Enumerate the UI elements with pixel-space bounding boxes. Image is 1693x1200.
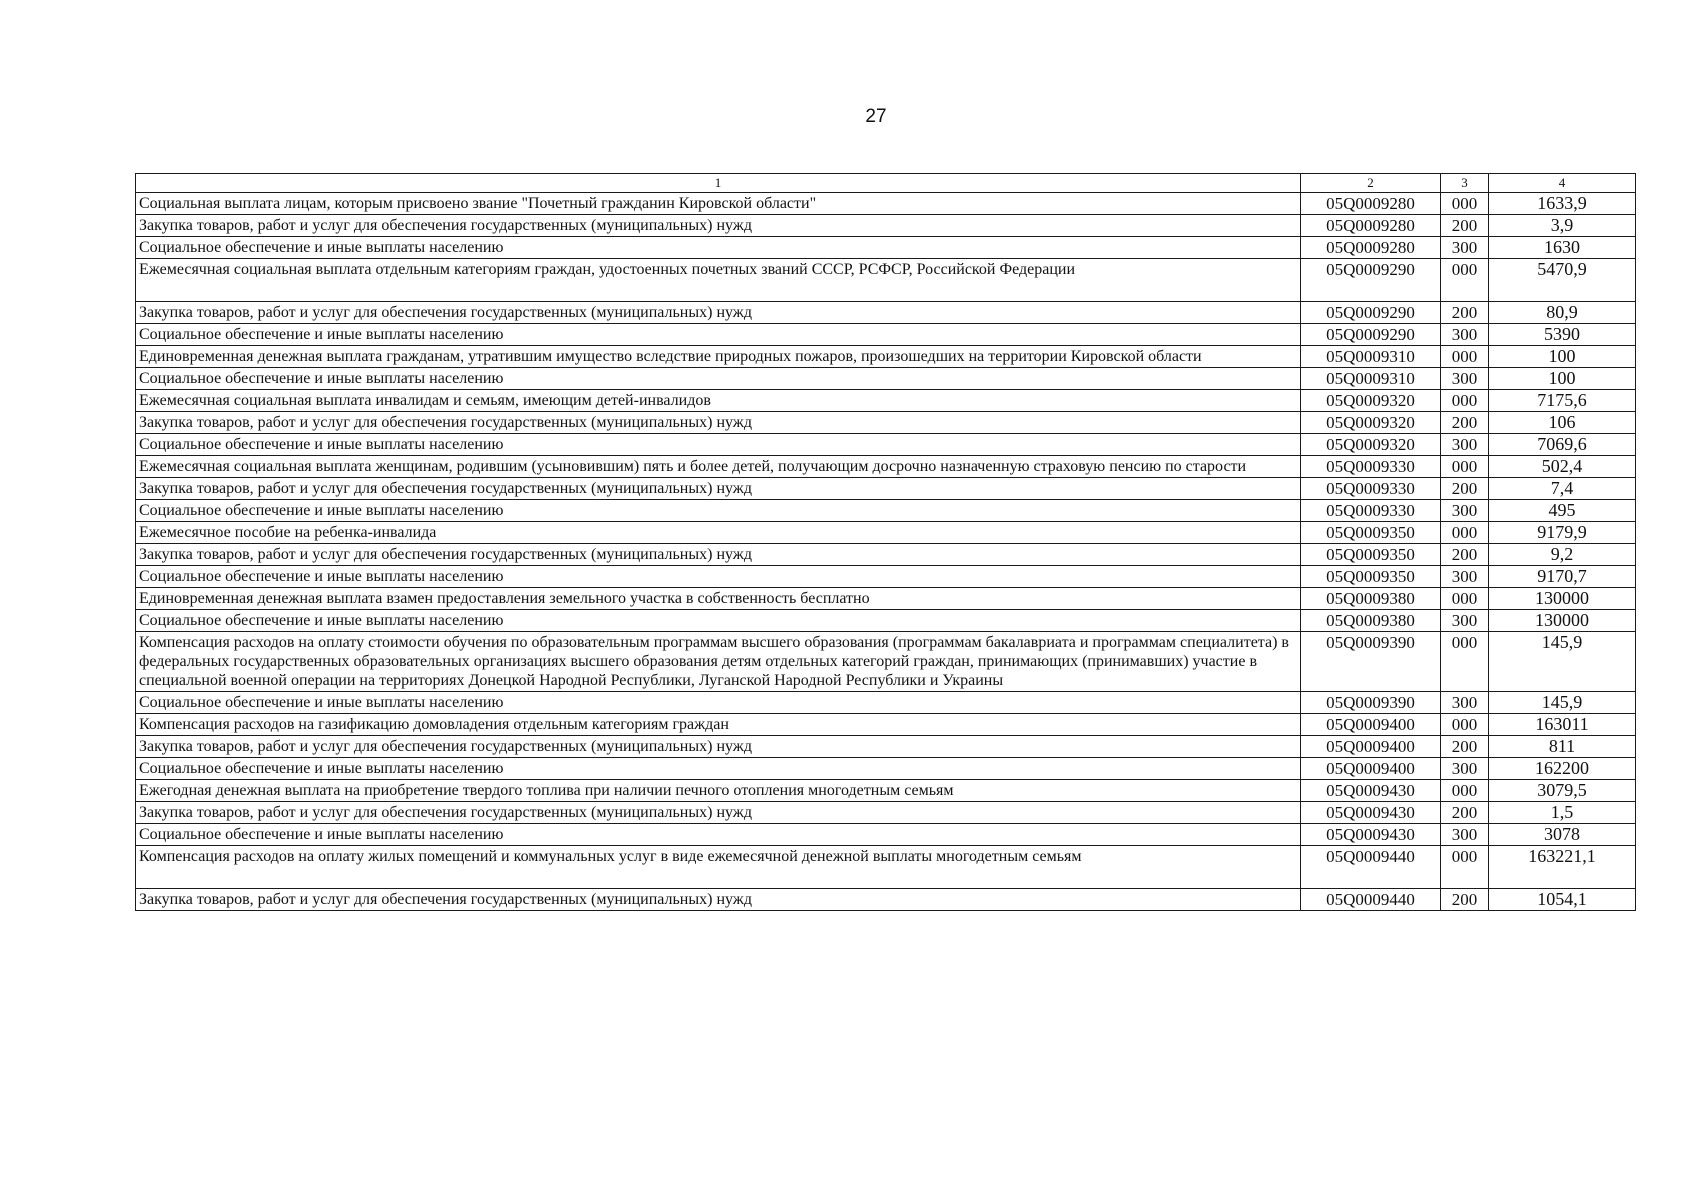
row-name-cell: Закупка товаров, работ и услуг для обеспечения государственных (муниципальных) нужд xyxy=(136,478,1301,500)
header-cell-code: 2 xyxy=(1301,174,1441,193)
row-code-cell: 05Q0009380 xyxy=(1301,610,1441,632)
page-number: 27 xyxy=(865,106,887,127)
row-name-cell: Компенсация расходов на газификацию домовладения отдельным категориям граждан xyxy=(136,714,1301,736)
row-code-cell: 05Q0009440 xyxy=(1301,889,1441,911)
row-type-cell: 300 xyxy=(1441,368,1489,390)
row-type-cell: 000 xyxy=(1441,846,1489,889)
row-name-cell: Закупка товаров, работ и услуг для обеспечения государственных (муниципальных) нужд xyxy=(136,544,1301,566)
row-amount-cell: 3,9 xyxy=(1489,215,1636,237)
row-code-cell: 05Q0009310 xyxy=(1301,346,1441,368)
row-name-cell: Ежегодная денежная выплата на приобретение твердого топлива при наличии печного отопления многодетным семьям xyxy=(136,780,1301,802)
row-type-cell: 300 xyxy=(1441,434,1489,456)
row-type-cell: 000 xyxy=(1441,714,1489,736)
header-row xyxy=(136,174,1636,193)
row-type-cell: 300 xyxy=(1441,758,1489,780)
row-name-cell: Закупка товаров, работ и услуг для обеспечения государственных (муниципальных) нужд xyxy=(136,302,1301,324)
row-code-cell: 05Q0009440 xyxy=(1301,846,1441,889)
row-type-cell: 200 xyxy=(1441,889,1489,911)
row-name-cell: Социальное обеспечение и иные выплаты населению xyxy=(136,368,1301,390)
row-amount-cell: 130000 xyxy=(1489,588,1636,610)
row-code-cell: 05Q0009320 xyxy=(1301,434,1441,456)
row-name-cell: Социальное обеспечение и иные выплаты населению xyxy=(136,237,1301,259)
row-name-cell: Социальное обеспечение и иные выплаты населению xyxy=(136,692,1301,714)
table-row xyxy=(136,434,1636,456)
row-amount-cell: 3079,5 xyxy=(1489,780,1636,802)
table-row xyxy=(136,566,1636,588)
row-amount-cell: 163221,1 xyxy=(1489,846,1636,889)
row-name-cell: Закупка товаров, работ и услуг для обеспечения государственных (муниципальных) нужд xyxy=(136,412,1301,434)
row-code-cell: 05Q0009390 xyxy=(1301,692,1441,714)
row-code-cell: 05Q0009350 xyxy=(1301,544,1441,566)
table-row xyxy=(136,758,1636,780)
row-amount-cell: 495 xyxy=(1489,500,1636,522)
row-name-cell: Социальное обеспечение и иные выплаты населению xyxy=(136,324,1301,346)
table-row xyxy=(136,324,1636,346)
row-type-cell: 200 xyxy=(1441,302,1489,324)
table-row xyxy=(136,478,1636,500)
table-row xyxy=(136,346,1636,368)
row-code-cell: 05Q0009380 xyxy=(1301,588,1441,610)
row-code-cell: 05Q0009290 xyxy=(1301,302,1441,324)
row-type-cell: 300 xyxy=(1441,500,1489,522)
row-code-cell: 05Q0009430 xyxy=(1301,824,1441,846)
budget-table xyxy=(135,173,1636,911)
table-row xyxy=(136,632,1636,692)
row-name-cell: Закупка товаров, работ и услуг для обеспечения государственных (муниципальных) нужд xyxy=(136,889,1301,911)
table-row xyxy=(136,610,1636,632)
row-name-cell: Единовременная денежная выплата гражданам, утратившим имущество вследствие природных пожаров, произошедших на территории Кировской области xyxy=(136,346,1301,368)
row-type-cell: 000 xyxy=(1441,522,1489,544)
row-type-cell: 300 xyxy=(1441,610,1489,632)
row-type-cell: 000 xyxy=(1441,193,1489,215)
row-amount-cell: 7175,6 xyxy=(1489,390,1636,412)
row-code-cell: 05Q0009400 xyxy=(1301,758,1441,780)
table-row xyxy=(136,368,1636,390)
row-type-cell: 200 xyxy=(1441,544,1489,566)
row-amount-cell: 106 xyxy=(1489,412,1636,434)
row-code-cell: 05Q0009280 xyxy=(1301,193,1441,215)
row-amount-cell: 1054,1 xyxy=(1489,889,1636,911)
row-code-cell: 05Q0009330 xyxy=(1301,478,1441,500)
table-row xyxy=(136,889,1636,911)
table-row xyxy=(136,544,1636,566)
row-amount-cell: 80,9 xyxy=(1489,302,1636,324)
table-row xyxy=(136,714,1636,736)
row-type-cell: 000 xyxy=(1441,390,1489,412)
row-amount-cell: 811 xyxy=(1489,736,1636,758)
table-row xyxy=(136,780,1636,802)
row-amount-cell: 145,9 xyxy=(1489,692,1636,714)
table-row xyxy=(136,259,1636,302)
table-row xyxy=(136,215,1636,237)
row-code-cell: 05Q0009330 xyxy=(1301,500,1441,522)
row-code-cell: 05Q0009310 xyxy=(1301,368,1441,390)
row-type-cell: 000 xyxy=(1441,346,1489,368)
table-row xyxy=(136,456,1636,478)
table-row xyxy=(136,736,1636,758)
row-code-cell: 05Q0009330 xyxy=(1301,456,1441,478)
row-type-cell: 200 xyxy=(1441,478,1489,500)
row-amount-cell: 7,4 xyxy=(1489,478,1636,500)
row-amount-cell: 502,4 xyxy=(1489,456,1636,478)
table-row xyxy=(136,237,1636,259)
row-name-cell: Ежемесячная социальная выплата отдельным категориям граждан, удостоенных почетных званий СССР, РСФСР, Российской Федерации xyxy=(136,259,1301,302)
row-amount-cell: 9,2 xyxy=(1489,544,1636,566)
table-row xyxy=(136,390,1636,412)
row-type-cell: 000 xyxy=(1441,632,1489,692)
row-name-cell: Ежемесячная социальная выплата инвалидам и семьям, имеющим детей-инвалидов xyxy=(136,390,1301,412)
row-amount-cell: 3078 xyxy=(1489,824,1636,846)
row-code-cell: 05Q0009390 xyxy=(1301,632,1441,692)
header-cell-name: 1 xyxy=(136,174,1301,193)
row-amount-cell: 5470,9 xyxy=(1489,259,1636,302)
row-type-cell: 200 xyxy=(1441,736,1489,758)
row-amount-cell: 162200 xyxy=(1489,758,1636,780)
table-row xyxy=(136,802,1636,824)
row-type-cell: 000 xyxy=(1441,456,1489,478)
row-name-cell: Социальное обеспечение и иные выплаты населению xyxy=(136,610,1301,632)
table-row xyxy=(136,193,1636,215)
row-amount-cell: 7069,6 xyxy=(1489,434,1636,456)
table-row xyxy=(136,588,1636,610)
header-cell-type: 3 xyxy=(1441,174,1489,193)
row-code-cell: 05Q0009430 xyxy=(1301,780,1441,802)
row-code-cell: 05Q0009320 xyxy=(1301,412,1441,434)
row-code-cell: 05Q0009430 xyxy=(1301,802,1441,824)
row-amount-cell: 1,5 xyxy=(1489,802,1636,824)
row-name-cell: Ежемесячная социальная выплата женщинам, родившим (усыновившим) пять и более детей, получающим досрочно назначенную страховую пенсию по старости xyxy=(136,456,1301,478)
table-row xyxy=(136,824,1636,846)
row-type-cell: 300 xyxy=(1441,324,1489,346)
row-name-cell: Социальное обеспечение и иные выплаты населению xyxy=(136,500,1301,522)
table-row xyxy=(136,692,1636,714)
row-type-cell: 000 xyxy=(1441,780,1489,802)
row-name-cell: Компенсация расходов на оплату жилых помещений и коммунальных услуг в виде ежемесячной денежной выплаты многодетным семьям xyxy=(136,846,1301,889)
row-code-cell: 05Q0009400 xyxy=(1301,736,1441,758)
row-name-cell: Социальное обеспечение и иные выплаты населению xyxy=(136,758,1301,780)
row-name-cell: Закупка товаров, работ и услуг для обеспечения государственных (муниципальных) нужд xyxy=(136,802,1301,824)
row-amount-cell: 100 xyxy=(1489,368,1636,390)
table-row xyxy=(136,846,1636,889)
row-type-cell: 200 xyxy=(1441,802,1489,824)
row-amount-cell: 130000 xyxy=(1489,610,1636,632)
header-cell-amount: 4 xyxy=(1489,174,1636,193)
row-type-cell: 200 xyxy=(1441,412,1489,434)
row-code-cell: 05Q0009400 xyxy=(1301,714,1441,736)
row-type-cell: 000 xyxy=(1441,259,1489,302)
row-type-cell: 000 xyxy=(1441,588,1489,610)
row-amount-cell: 163011 xyxy=(1489,714,1636,736)
row-type-cell: 200 xyxy=(1441,215,1489,237)
row-amount-cell: 9170,7 xyxy=(1489,566,1636,588)
row-name-cell: Компенсация расходов на оплату стоимости обучения по образовательным программам высшего образования (программам бакалавриата и программам специалитета) в федеральных государственных образовательных организациях высшего образования детям отдельных категорий граждан, принимающих (принимавших) участие в специальной военной операции на территориях Донецкой Народной Республики, Луганской Народной Республики и Украины xyxy=(136,632,1301,692)
table-row xyxy=(136,500,1636,522)
row-code-cell: 05Q0009350 xyxy=(1301,566,1441,588)
row-code-cell: 05Q0009290 xyxy=(1301,324,1441,346)
row-amount-cell: 5390 xyxy=(1489,324,1636,346)
table-row xyxy=(136,412,1636,434)
row-code-cell: 05Q0009350 xyxy=(1301,522,1441,544)
row-name-cell: Единовременная денежная выплата взамен предоставления земельного участка в собственность бесплатно xyxy=(136,588,1301,610)
row-name-cell: Социальная выплата лицам, которым присвоено звание "Почетный гражданин Кировской области" xyxy=(136,193,1301,215)
row-amount-cell: 1630 xyxy=(1489,237,1636,259)
row-code-cell: 05Q0009290 xyxy=(1301,259,1441,302)
row-type-cell: 300 xyxy=(1441,692,1489,714)
row-amount-cell: 1633,9 xyxy=(1489,193,1636,215)
table-body xyxy=(136,193,1636,911)
row-code-cell: 05Q0009280 xyxy=(1301,215,1441,237)
table-row xyxy=(136,302,1636,324)
row-amount-cell: 9179,9 xyxy=(1489,522,1636,544)
row-name-cell: Ежемесячное пособие на ребенка-инвалида xyxy=(136,522,1301,544)
row-amount-cell: 100 xyxy=(1489,346,1636,368)
table-row xyxy=(136,522,1636,544)
row-name-cell: Социальное обеспечение и иные выплаты населению xyxy=(136,434,1301,456)
row-amount-cell: 145,9 xyxy=(1489,632,1636,692)
row-name-cell: Закупка товаров, работ и услуг для обеспечения государственных (муниципальных) нужд xyxy=(136,215,1301,237)
row-type-cell: 300 xyxy=(1441,237,1489,259)
row-name-cell: Социальное обеспечение и иные выплаты населению xyxy=(136,566,1301,588)
row-type-cell: 300 xyxy=(1441,566,1489,588)
row-name-cell: Закупка товаров, работ и услуг для обеспечения государственных (муниципальных) нужд xyxy=(136,736,1301,758)
row-name-cell: Социальное обеспечение и иные выплаты населению xyxy=(136,824,1301,846)
row-code-cell: 05Q0009320 xyxy=(1301,390,1441,412)
row-type-cell: 300 xyxy=(1441,824,1489,846)
row-code-cell: 05Q0009280 xyxy=(1301,237,1441,259)
